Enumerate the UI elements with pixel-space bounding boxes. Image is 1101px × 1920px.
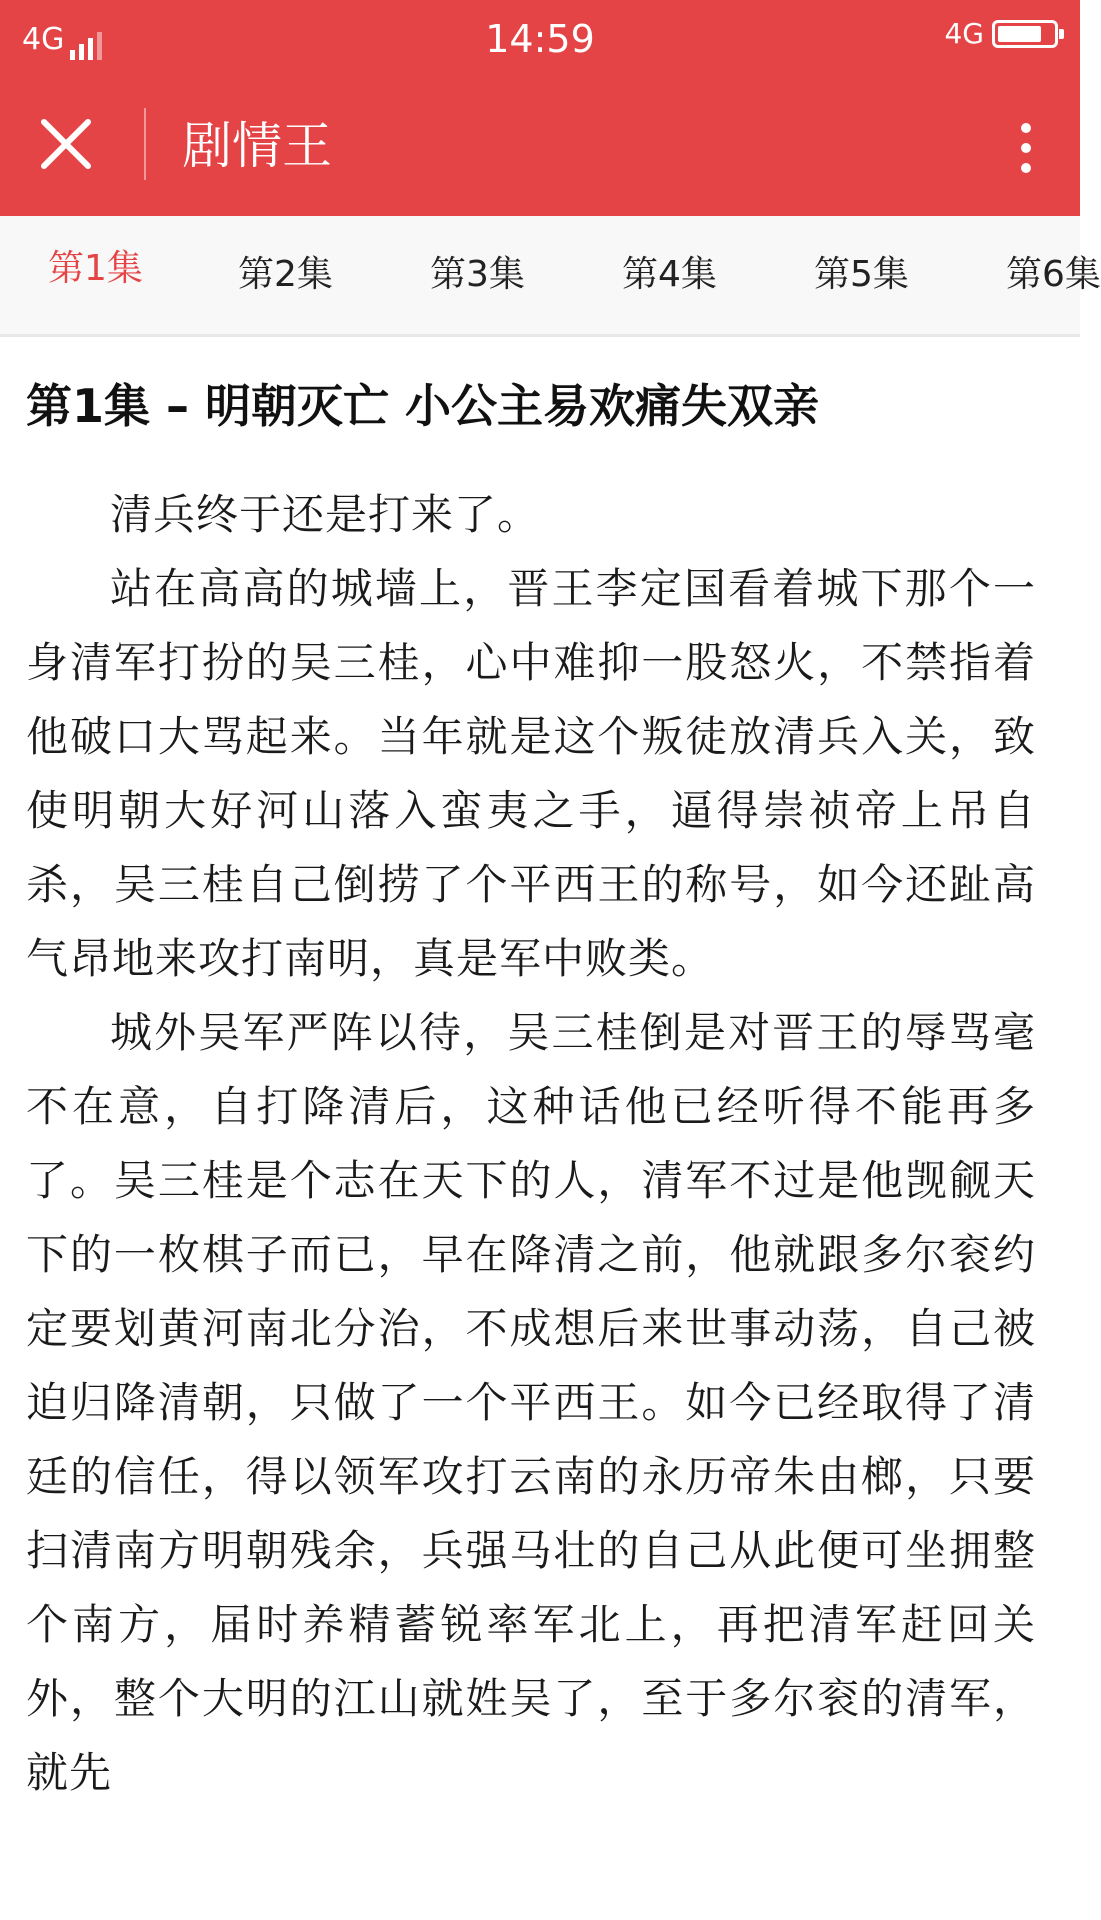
- status-time: 14:59: [485, 17, 595, 61]
- more-options-button[interactable]: [996, 108, 1056, 188]
- tab-episode-3[interactable]: 第3集: [430, 254, 525, 295]
- close-icon: [30, 108, 116, 194]
- network-type-label: 4G: [22, 22, 65, 57]
- battery-level: [998, 26, 1041, 42]
- app-bar-divider: [144, 108, 146, 180]
- episode-title: 第1集 – 明朝灭亡 小公主易欢痛失双亲: [26, 379, 820, 433]
- tab-episode-1[interactable]: 第1集: [48, 248, 143, 289]
- tab-episode-5[interactable]: 第5集: [814, 254, 909, 295]
- tab-episode-2[interactable]: 第2集: [238, 254, 333, 295]
- more-vertical-icon: [1021, 123, 1031, 133]
- episode-tabs: [0, 216, 1101, 337]
- tab-episode-6[interactable]: 第6集: [1006, 254, 1101, 295]
- tab-episode-4[interactable]: 第4集: [622, 254, 717, 295]
- article-content: [26, 334, 1036, 1920]
- data-network-label: 4G: [944, 17, 984, 50]
- battery-icon: [992, 20, 1058, 48]
- app-bar: [0, 80, 1080, 216]
- article-paragraph: 站在高高的城墙上，晋王李定国看着城下那个一身清军打扮的吴三桂，心中难抑一股怒火，不禁指着他破口大骂起来。当年就是这个叛徒放清兵入关，致使明朝大好河山落入蛮夷之手，逼得崇祯帝上吊自杀，吴三桂自己倒捞了个平西王的称号，如今还趾高气昂地来攻打南明，真是军中败类。: [26, 564, 1036, 983]
- close-button[interactable]: [30, 108, 116, 194]
- status-bar: [0, 0, 1080, 80]
- article-paragraph: 城外吴军严阵以待，吴三桂倒是对晋王的辱骂毫不在意，自打降清后，这种话他已经听得不能再多了。吴三桂是个志在天下的人，清军不过是他觊觎天下的一枚棋子而已，早在降清之前，他就跟多尔衮约定要划黄河南北分治，不成想后来世事动荡，自己被迫归降清朝，只做了一个平西王。如今已经取得了清廷的信任，得以领军攻打云南的永历帝朱由榔，只要扫清南方明朝残余，兵强马壮的自己从此便可坐拥整个南方，届时养精蓄锐率军北上，再把清军赶回关外，整个大明的江山就姓吴了，至于多尔衮的清军，就先: [26, 1008, 1036, 1797]
- app-title: 剧情王: [182, 117, 332, 175]
- status-right: [944, 18, 1058, 50]
- article-paragraph: 清兵终于还是打来了。: [110, 490, 541, 539]
